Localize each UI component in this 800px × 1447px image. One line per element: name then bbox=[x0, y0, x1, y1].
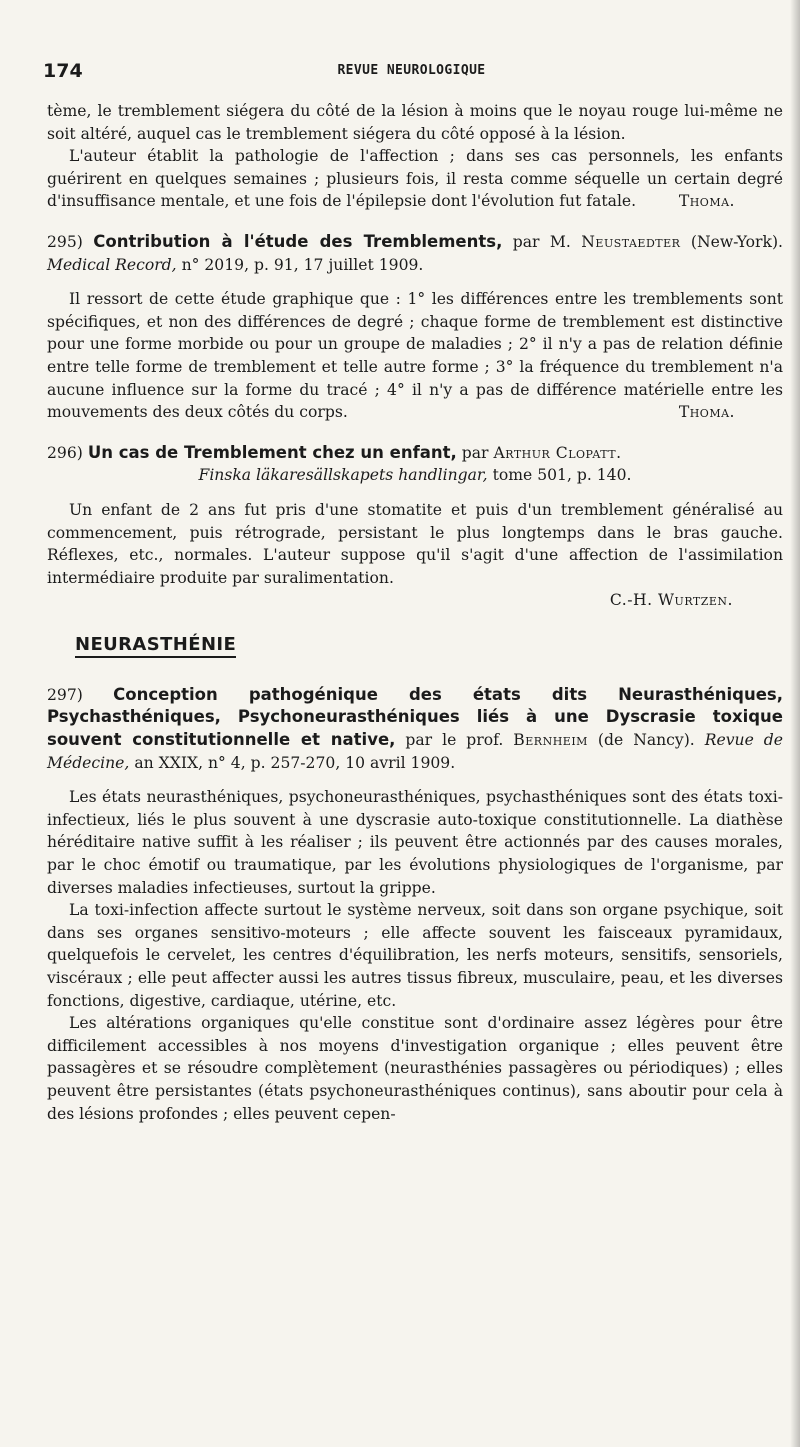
citation-ref: an XXIX, n° 4, p. 257-270, 10 avril 1909. bbox=[134, 753, 456, 772]
intro-paragraph: tème, le tremblement siégera du côté de la lésion à moins que le noyau rouge lui-même ne soit altéré, auquel cas le tremblement siégera du côté opposé à la lésion. bbox=[47, 102, 783, 143]
page-edge-shadow bbox=[790, 0, 800, 1447]
body-paragraph-3: Les altérations organiques qu'elle constitue sont d'ordinaire assez légères pour être difficilement accessibles à nos moyens d'investigation organique ; elles peuvent être passagères et se résoudre complètement (neurasthénies passagères ou périodiques) ; elles peuvent être persistantes (états psychoneurasthéniques continus), sans aboutir pour cela à des lésions profondes ; elles peuvent cepen- bbox=[47, 1014, 783, 1123]
abstract-body-text: Il ressort de cette étude graphique que : 1° les différences entre les tremblements sont spécifiques, et non des différences de degré ; chaque forme de tremblement est distinctive pour une forme morbide ou pour un groupe de maladies ; 2° il n'y a pas de relation définie entre telle forme de tremblement et telle autre forme ; 3° la fréquence du tremblement n'a aucune influence sur la forme du tracé ; 4° il n'y a pas de différence matérielle entre les mouvements des deux côtés du corps. bbox=[47, 290, 783, 422]
body-paragraph-2: La toxi-infection affecte surtout le système nerveux, soit dans son organe psychique, soit dans ses organes sensitivo-moteurs ; elle affecte souvent les faisceaux pyramidaux, quelquefois le cervelet, les centres d'équilibration, les nerfs moteurs, sensitifs, sensoriels, viscéraux ; elle peut affecter aussi les autres tissus fibreux, musculaire, peau, et les diverses fonctions, digestive, cardiaque, utérine, etc. bbox=[47, 901, 783, 1010]
entry-number: 295) bbox=[47, 232, 83, 251]
abstract-body: Un enfant de 2 ans fut pris d'une stomatite et puis d'un tremblement généralisé au commencement, puis rétrograde, persistant le plus longtemps dans le bras gauche. Réflexes, etc., normales. L'auteur suppose qu'il s'agit d'une affection de l'assimilation intermédiaire produite par suralimentation. bbox=[47, 500, 783, 587]
abstract-entry-296 bbox=[47, 442, 783, 487]
abstract-body bbox=[47, 288, 783, 424]
article-title: Contribution à l'étude des Tremblements, bbox=[93, 231, 503, 251]
intro-paragraph-2 bbox=[47, 145, 783, 213]
intro-paragraph-2-text: L'auteur établit la pathologie de l'affection ; dans ses cas personnels, les enfants guérirent en quelques semaines ; plusieurs fois, il resta comme séquelle un certain degré d'insuffisance mentale, et une fois de l'épilepsie dont l'évolution fut fatale. bbox=[47, 147, 783, 211]
page-header bbox=[43, 60, 780, 88]
citation-ref: tome 501, p. 140. bbox=[492, 466, 632, 485]
signature: Thoma. bbox=[678, 192, 735, 211]
page-content bbox=[47, 100, 783, 1125]
by-text: par le prof. bbox=[405, 731, 504, 750]
entry-number: 296) bbox=[47, 443, 83, 462]
journal-name: Medical Record, bbox=[47, 255, 177, 274]
page-number: 174 bbox=[43, 60, 83, 82]
body-paragraph-1: Les états neurasthéniques, psychoneurasthéniques, psychasthéniques sont des états toxi-infectieux, liés le plus souvent à une dyscrasie auto-toxique constitutionnelle. La diathèse héréditaire native suffit à les réaliser ; ils peuvent être actionnés par des causes morales, par le choc émotif ou traumatique, par les évolutions physiologiques de l'organisme, par diverses maladies infectieuses, surtout la grippe. bbox=[47, 788, 783, 897]
section-heading: NEURASTHÉNIE bbox=[75, 634, 236, 658]
author-location: (New-York). bbox=[690, 232, 783, 251]
signature-line bbox=[47, 589, 783, 612]
signature: C.-H. Wurtzen. bbox=[609, 591, 733, 610]
citation-line bbox=[47, 464, 783, 487]
running-title: REVUE NEUROLOGIQUE bbox=[337, 63, 486, 78]
author-location: (de Nancy). bbox=[597, 731, 695, 750]
author-name: Bernheim bbox=[513, 731, 588, 750]
by-text: par bbox=[461, 443, 489, 462]
article-title: Conception pathogénique des états dits Neurasthéniques, Psychasthéniques, Psychoneurasthéniques liés à une Dyscrasie toxique souvent constitutionnelle et native, bbox=[47, 684, 783, 750]
author-name: Arthur Clopatt. bbox=[493, 443, 622, 462]
author-name: Neustaedter bbox=[581, 232, 681, 251]
abstract-entry-295 bbox=[47, 231, 783, 276]
journal-name: Finska läkaresällskapets handlingar, bbox=[198, 466, 488, 485]
abstract-entry-297 bbox=[47, 684, 783, 774]
by-text: par M. bbox=[512, 232, 571, 251]
journal-name: Revue de Médecine, bbox=[47, 731, 783, 772]
signature: Thoma. bbox=[678, 403, 735, 422]
article-title: Un cas de Tremblement chez un enfant, bbox=[87, 442, 457, 462]
citation-ref: n° 2019, p. 91, 17 juillet 1909. bbox=[181, 255, 424, 274]
entry-number: 297) bbox=[47, 685, 83, 704]
